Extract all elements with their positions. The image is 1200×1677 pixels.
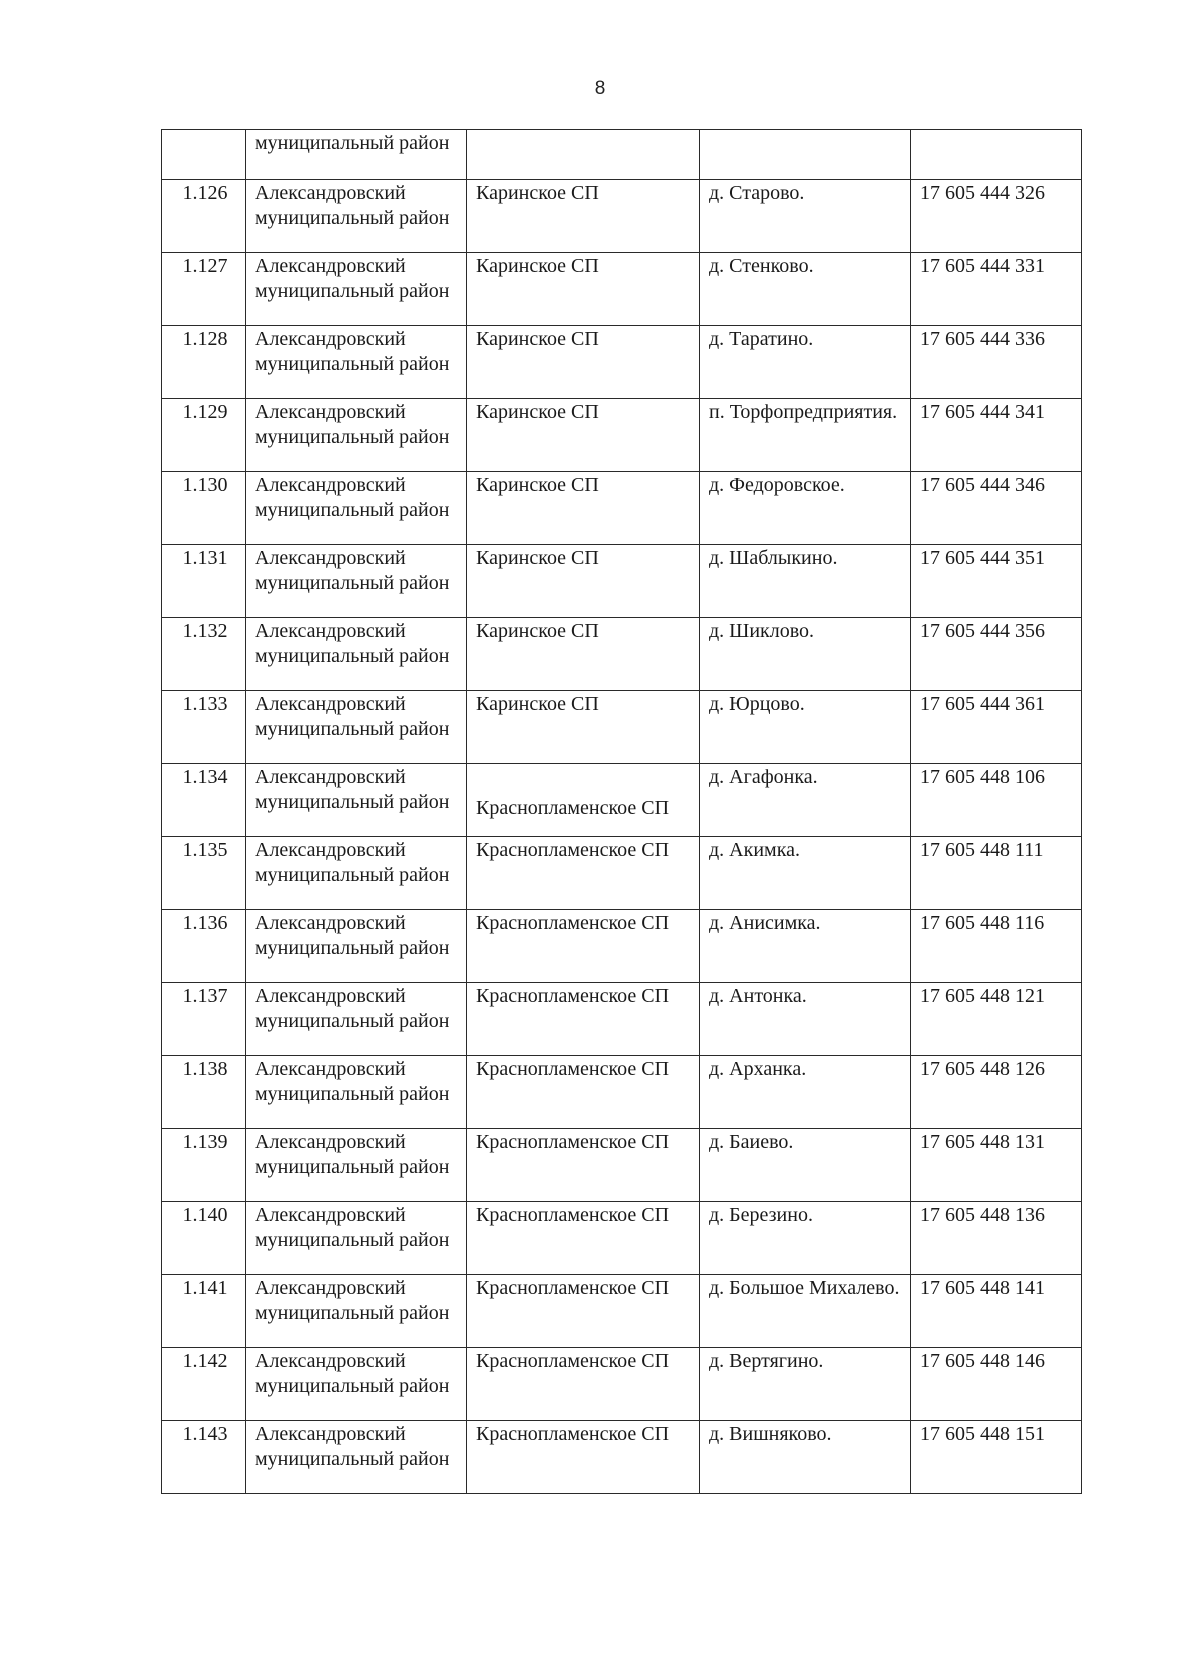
code-cell: 17 605 444 341 [911,399,1082,472]
settlement-cell: Краснопламенское СП [467,1421,700,1494]
district-cell: Александровский муниципальный район [246,764,467,837]
table-row [162,910,1082,983]
locality-cell: д. Анисимка. [700,910,911,983]
district-cell: Александровский муниципальный район [246,472,467,545]
district-cell: Александровский муниципальный район [246,618,467,691]
locality-cell: д. Таратино. [700,326,911,399]
district-cell: Александровский муниципальный район [246,1275,467,1348]
settlement-cell: Краснопламенское СП [467,983,700,1056]
code-cell: 17 605 444 351 [911,545,1082,618]
table-row-continued [162,130,1082,180]
district-cell: Александровский муниципальный район [246,545,467,618]
table-row [162,545,1082,618]
settlement-cell: Каринское СП [467,545,700,618]
district-cell: Александровский муниципальный район [246,983,467,1056]
settlement-cell [467,130,700,180]
settlement-cell: Краснопламенское СП [467,1056,700,1129]
code-cell: 17 605 448 151 [911,1421,1082,1494]
row-number-cell: 1.139 [162,1129,246,1202]
table-row [162,691,1082,764]
code-cell: 17 605 448 141 [911,1275,1082,1348]
code-cell: 17 605 448 106 [911,764,1082,837]
row-number-cell: 1.143 [162,1421,246,1494]
table-row [162,1348,1082,1421]
table-row [162,1202,1082,1275]
table-row [162,837,1082,910]
settlement-cell: Краснопламенское СП [467,1275,700,1348]
code-cell: 17 605 448 111 [911,837,1082,910]
locality-cell: д. Шиклово. [700,618,911,691]
table-row [162,180,1082,253]
locality-cell: д. Антонка. [700,983,911,1056]
row-number-cell: 1.138 [162,1056,246,1129]
code-cell: 17 605 444 346 [911,472,1082,545]
settlement-cell: Краснопламенское СП [467,910,700,983]
settlement-cell: Каринское СП [467,399,700,472]
table-row [162,1421,1082,1494]
district-cell: Александровский муниципальный район [246,1056,467,1129]
district-cell: Александровский муниципальный район [246,910,467,983]
locality-cell: д. Баиево. [700,1129,911,1202]
code-cell: 17 605 448 136 [911,1202,1082,1275]
row-number-cell: 1.126 [162,180,246,253]
table-row [162,326,1082,399]
row-number-cell: 1.136 [162,910,246,983]
code-cell: 17 605 448 116 [911,910,1082,983]
row-number-cell [162,130,246,180]
row-number-cell: 1.137 [162,983,246,1056]
table-row [162,983,1082,1056]
locality-cell: д. Акимка. [700,837,911,910]
table-row [162,1129,1082,1202]
table-row [162,1275,1082,1348]
locality-cell: д. Юрцово. [700,691,911,764]
table-row [162,472,1082,545]
table-body [162,130,1082,1494]
row-number-cell: 1.135 [162,837,246,910]
code-cell: 17 605 444 356 [911,618,1082,691]
row-number-cell: 1.129 [162,399,246,472]
locality-cell: д. Старово. [700,180,911,253]
district-cell: Александровский муниципальный район [246,326,467,399]
table-row [162,399,1082,472]
settlement-cell: Краснопламенское СП [467,764,700,837]
settlement-cell: Каринское СП [467,253,700,326]
settlement-cell: Краснопламенское СП [467,1348,700,1421]
row-number-cell: 1.128 [162,326,246,399]
table-row [162,253,1082,326]
row-number-cell: 1.141 [162,1275,246,1348]
settlement-cell: Каринское СП [467,691,700,764]
code-cell: 17 605 448 121 [911,983,1082,1056]
code-cell [911,130,1082,180]
table-row [162,618,1082,691]
district-cell: Александровский муниципальный район [246,180,467,253]
district-cell: Александровский муниципальный район [246,1348,467,1421]
row-number-cell: 1.133 [162,691,246,764]
page-number: 8 [594,78,606,99]
table-row [162,1056,1082,1129]
district-cell [246,130,467,180]
settlement-cell: Краснопламенское СП [467,837,700,910]
locality-cell: д. Агафонка. [700,764,911,837]
district-cell: Александровский муниципальный район [246,1421,467,1494]
row-number-cell: 1.127 [162,253,246,326]
code-cell: 17 605 444 331 [911,253,1082,326]
row-number-cell: 1.130 [162,472,246,545]
locality-cell: п. Торфопредприятия. [700,399,911,472]
row-number-cell: 1.142 [162,1348,246,1421]
locality-cell: д. Большое Михалево. [700,1275,911,1348]
row-number-cell: 1.131 [162,545,246,618]
district-text: муниципальный район [255,132,450,154]
code-cell: 17 605 444 336 [911,326,1082,399]
locality-cell: д. Арханка. [700,1056,911,1129]
locality-cell [700,130,911,180]
locality-cell: д. Вишняково. [700,1421,911,1494]
locality-cell: д. Березино. [700,1202,911,1275]
table-row [162,764,1082,837]
settlement-cell: Каринское СП [467,180,700,253]
code-cell: 17 605 448 131 [911,1129,1082,1202]
row-number-cell: 1.140 [162,1202,246,1275]
code-cell: 17 605 444 361 [911,691,1082,764]
locality-cell: д. Стенково. [700,253,911,326]
code-cell: 17 605 448 126 [911,1056,1082,1129]
settlement-cell: Каринское СП [467,472,700,545]
locality-cell: д. Вертягино. [700,1348,911,1421]
settlement-cell: Каринское СП [467,326,700,399]
settlement-cell: Краснопламенское СП [467,1202,700,1275]
locality-cell: д. Шаблыкино. [700,545,911,618]
settlement-cell: Каринское СП [467,618,700,691]
district-cell: Александровский муниципальный район [246,399,467,472]
district-cell: Александровский муниципальный район [246,1202,467,1275]
settlement-cell: Краснопламенское СП [467,1129,700,1202]
code-cell: 17 605 444 326 [911,180,1082,253]
district-cell: Александровский муниципальный район [246,253,467,326]
row-number-cell: 1.134 [162,764,246,837]
code-cell: 17 605 448 146 [911,1348,1082,1421]
district-cell: Александровский муниципальный район [246,1129,467,1202]
row-number-cell: 1.132 [162,618,246,691]
locality-cell: д. Федоровское. [700,472,911,545]
settlements-table [161,129,1082,1494]
district-cell: Александровский муниципальный район [246,837,467,910]
district-cell: Александровский муниципальный район [246,691,467,764]
